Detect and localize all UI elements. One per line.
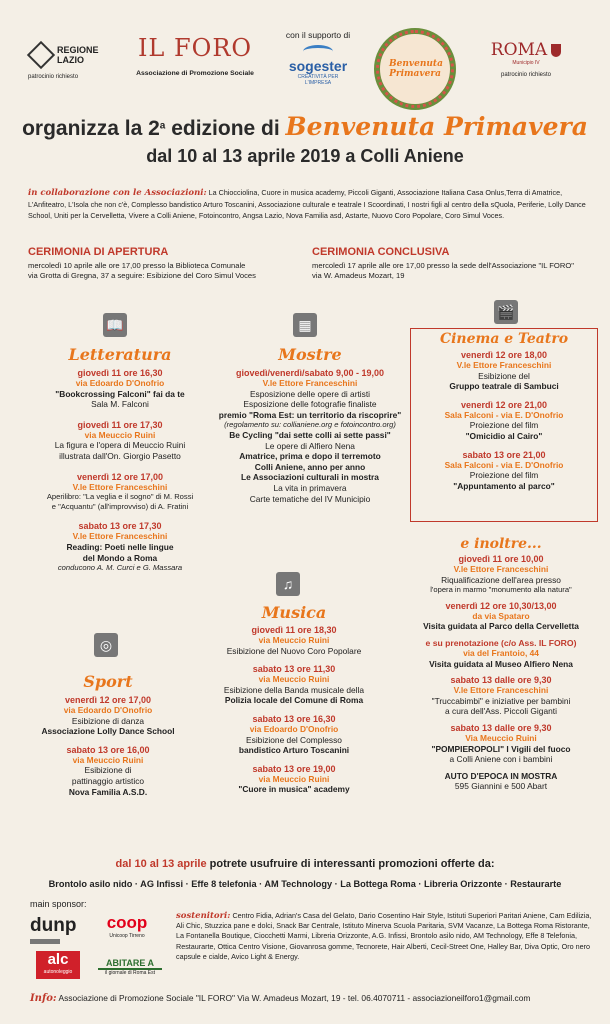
roma-subtitle: Municipio IV <box>512 60 540 66</box>
mostre-line: Carte tematiche del IV Municipio <box>249 493 371 504</box>
mostre-title: Mostre <box>278 345 342 364</box>
in-e6-l2: 595 Giannini e 500 Abart <box>454 781 548 792</box>
in-e5-l1: "POMPIEROPOLI" I Vigili del fuoco <box>431 743 571 754</box>
abitare-sub: il giornale di Roma Est <box>104 970 156 976</box>
info-text: Associazione di Promozione Sociale "IL FORO" Via W. Amadeus Mozart, 19 - tel. 06.4070711 - associazioneilforo1@gmail.com <box>58 993 531 1003</box>
collab-text: La Chiocciolina, Cuore in musica academy, Piccoli Giganti, Associazione Italiana Casa Onlus,Terra di Amatrice, L'Anfiteatro, L'Isola che non c'è, Complesso bandistico Arturo Toscanini, Associazione culturale e teatrale I Scoordinati, I nostri figli al centro della sQuola, Periferie, Lolly Dance School, Uniti per la Cervelletta, Vivere a Colli Aniene, Fotoincontro, Angsa Lazio, Nova Familia asd, Astarte, Nuovo Coro Popolare, Coro Simul Voces. <box>28 188 586 220</box>
supporters-text: Centro Fidia, Adrian's Casa del Gelato, Dario Cosentino Hair Style, Istituti Superiori Paritari Aniene, Cam Edilizia, Ali Chic, Stuzzica pane e dolci, Snack Bar Centrale, Istituto Minerva Scuola Paritaria, SVM Vacanze, La Bottega Roma Ristorante, La Fontanella Boutique, Ciocchetti Marmi, Libreria Orizzonte, A.G. Infissi, Brontolo asilo nido, AM Technology, Effe 8 Telefonia, Restaurarte, Ottica Centro Visione, Giovanrosa gomme, Tecnorete, Hair Alberti, Cecil-Street One, Halley Bar, Diva Optic, Oro nero capsule e cialde, Avico Light & Energy. <box>176 911 592 961</box>
in-e2-time: venerdì 12 ore 10,30/13,00 <box>445 600 557 611</box>
film-icon: 🎬 <box>494 300 518 324</box>
inoltre-title: e inoltre... <box>460 536 542 552</box>
title-dates: dal 10 al 13 aprile 2019 a Colli Aniene <box>146 146 464 166</box>
lett-e2-l2: illustrata dall'On. Giorgio Pasetto <box>59 450 181 461</box>
opening-title: CERIMONIA DI APERTURA <box>28 246 169 258</box>
in-e5-place: Via Meuccio Ruini <box>465 732 537 743</box>
coop-logo <box>104 913 150 939</box>
cin-e1-l2: Gruppo teatrale di Sambuci <box>449 381 559 392</box>
collaboration-block <box>28 187 586 221</box>
title-event: Benvenuta Primavera <box>285 112 588 141</box>
supporters-label: sostenitori: <box>176 911 231 921</box>
logo-il-foro <box>130 34 260 94</box>
logo-regione-lazio <box>28 42 120 84</box>
book-icon: 📖 <box>103 313 127 337</box>
lett-e1-l1: "Bookcrossing Falconi" fai da te <box>55 388 185 399</box>
alc-logo <box>36 951 80 979</box>
mu-e2-time: sabato 13 ore 11,30 <box>252 664 336 675</box>
lett-e1-time: giovedì 11 ore 16,30 <box>77 368 163 378</box>
abitare-text: ABITARE A <box>98 958 162 970</box>
in-e5-time: sabato 13 dalle ore 9,30 <box>450 722 552 733</box>
foro-name: IL FORO <box>137 34 253 62</box>
cin-e2-time: venerdì 12 ore 21,00 <box>460 399 548 410</box>
mostre-time: giovedì/venerdì/sabato 9,00 - 19,00 <box>235 368 385 378</box>
sogester-name: sogester <box>288 58 348 74</box>
lett-e3-time: venerdì 12 ore 17,00 <box>76 471 164 482</box>
lett-e4-l3: conducono A. M. Curci e G. Massara <box>57 563 183 573</box>
info-line <box>30 993 600 1004</box>
sogester-wave-icon <box>303 45 333 58</box>
title-middle: edizione di <box>165 117 286 140</box>
mostre-line: Be Cycling "dai sette colli ai sette passi" <box>229 429 391 440</box>
lett-e2-time: giovedì 11 ore 17,30 <box>77 419 163 430</box>
title-sup: a <box>159 120 166 132</box>
lett-e3-place: V.le Ettore Franceschini <box>72 481 168 492</box>
sp-e1-l2: Associazione Lolly Dance School <box>41 726 175 737</box>
mostre-line: Colli Aniene, anno per anno <box>254 461 366 472</box>
support-label: con il supporto di <box>285 30 351 40</box>
in-e1-l1: Riqualificazione dell'area presso <box>441 574 561 585</box>
title-prefix: organizza la 2 <box>22 117 160 140</box>
in-e1-place: V.le Ettore Franceschini <box>453 564 549 574</box>
in-e1-l2: l'opera in marmo "monumento alla natura" <box>430 585 572 595</box>
regione-mark-icon <box>27 41 55 69</box>
promo-text: potrete usufruire di interessanti promozioni offerte da: <box>206 858 495 870</box>
mu-e3-time: sabato 13 ore 16,30 <box>252 713 336 724</box>
info-label: Info: <box>30 993 57 1004</box>
in-e4-time: sabato 13 dalle ore 9,30 <box>450 675 552 686</box>
in-e3-place: via del Frantoio, 44 <box>463 647 539 658</box>
cin-e3-l2: "Appuntamento al parco" <box>453 480 555 491</box>
cinema-title: Cinema e Teatro <box>439 331 569 347</box>
benvenuta-badge <box>374 28 456 110</box>
sp-e2-time: sabato 13 ore 16,00 <box>66 744 150 755</box>
dunp-logo <box>30 915 76 944</box>
supporters-block <box>176 911 592 962</box>
mu-e3-place: via Edoardo D'Onofrio <box>249 723 339 734</box>
sp-e1-place: via Edoardo D'Onofrio <box>63 705 153 715</box>
lett-e1-place: via Edoardo D'Onofrio <box>75 378 165 388</box>
badge-text: Benvenuta Primavera <box>389 59 443 79</box>
olympic-rings-icon: ◎ <box>94 633 118 657</box>
in-e3-time: e su prenotazione (c/o Ass. IL FORO) <box>425 637 577 648</box>
lett-e2-l1: La figura e l'opera di Meuccio Ruini <box>54 440 186 451</box>
lett-e4-time: sabato 13 ore 17,30 <box>78 521 162 532</box>
cinema-section <box>410 328 598 522</box>
alc-text: alc <box>47 951 69 968</box>
abitare-logo <box>98 958 162 976</box>
opening-line1: mercoledì 10 aprile alle ore 17,00 presso la Biblioteca Comunale <box>28 261 246 270</box>
sp-e1-time: venerdì 12 ore 17,00 <box>64 695 152 705</box>
mostre-line: Amatrice, prima e dopo il terremoto <box>239 451 381 462</box>
in-e3-l1: Visita guidata al Museo Alfiero Nena <box>429 658 573 669</box>
sport-section <box>16 672 200 797</box>
cin-e1-time: venerdì 12 ore 18,00 <box>460 350 548 360</box>
sport-title: Sport <box>83 672 133 691</box>
in-e5-l2: a Colli Aniene con i bambini <box>449 754 553 765</box>
collab-label: in collaborazione con le Associazioni: <box>28 188 207 198</box>
mostre-line: premio "Roma Est: un territorio da riscoprire" <box>218 409 402 420</box>
mostre-line: Le opere di Alfiero Nena <box>265 440 355 451</box>
lett-e4-l2: del Mondo a Roma <box>82 552 158 563</box>
promo-line <box>0 858 610 870</box>
closing-line2: via W. Amadeus Mozart, 19 <box>312 270 405 280</box>
mu-e2-place: via Meuccio Ruini <box>258 674 330 685</box>
sp-e1-l1: Esibizione di danza <box>71 715 145 726</box>
cin-e3-time: sabato 13 ore 21,00 <box>462 449 546 460</box>
lett-e3-l2: e "Acquantu" (all'improvviso) di A. Fratini <box>51 501 189 511</box>
lett-e4-l1: Reading: Poeti nelle lingue <box>66 541 174 552</box>
cin-e1-l1: Esibizione del <box>478 370 530 381</box>
in-e1-time: giovedì 11 ore 10,00 <box>458 554 544 564</box>
sp-e2-l1: Esibizione di <box>84 765 132 776</box>
cin-e3-place: Sala Falconi - via E. D'Onofrio <box>444 459 564 470</box>
mostre-line: (regolamento su: collianiene.org e fotoincontro.org) <box>224 420 396 430</box>
promo-list: Brontolo asilo nido · AG Infissi · Effe 8 telefonia · AM Technology · La Bottega Roma · Libreria Orizzonte · Restaurarte <box>48 879 562 889</box>
logo-roma <box>476 40 576 90</box>
musica-section <box>196 603 392 795</box>
letteratura-section <box>20 345 220 573</box>
promo-dates: dal 10 al 13 aprile <box>115 858 207 870</box>
alc-sub: autonoleggio <box>43 969 73 975</box>
in-e2-place: da via Spataro <box>472 610 530 621</box>
lett-e4-place: V.le Ettore Franceschini <box>72 531 168 542</box>
wreath-icon <box>376 30 454 108</box>
roma-crest-icon <box>551 44 561 57</box>
in-e4-l2: a cura dell'Ass. Piccoli Giganti <box>445 706 557 717</box>
regione-name: REGIONE LAZIO <box>57 45 99 65</box>
dunp-house-icon <box>30 939 60 944</box>
main-sponsor-label: main sponsor: <box>30 899 87 909</box>
mostre-line: Esposizione delle fotografie finaliste <box>243 399 377 410</box>
cin-e2-place: Sala Falconi - via E. D'Onofrio <box>444 409 564 420</box>
in-e2-l1: Visita guidata al Parco della Cervelletta <box>423 621 579 632</box>
coop-sub: Unicoop Tirreno <box>109 933 145 939</box>
mostre-section <box>212 345 408 504</box>
main-title <box>0 112 610 141</box>
regione-note: patrocinio richiesto <box>28 74 79 80</box>
foro-subtitle: Associazione di Promozione Sociale <box>136 70 254 77</box>
mu-e2-l1: Esibizione della Banda musicale della <box>223 684 365 695</box>
closing-line1: mercoledì 17 aprile alle ore 17,00 presso la sede dell'Associazione "IL FORO" <box>312 261 574 270</box>
mu-e1-l1: Esibizione del Nuovo Coro Popolare <box>226 645 362 656</box>
mostre-place: V.le Ettore Franceschini <box>262 378 358 388</box>
roma-name: ROMA <box>490 40 548 60</box>
mu-e1-place: via Meuccio Ruini <box>258 635 330 645</box>
sp-e2-l2: pattinaggio artistico <box>71 775 145 786</box>
cin-e2-l2: "Omicidio al Cairo" <box>465 430 543 441</box>
cin-e1-place: V.le Ettore Franceschini <box>456 360 552 370</box>
mu-e1-time: giovedì 11 ore 18,30 <box>251 625 337 635</box>
sp-e2-l3: Nova Familia A.S.D. <box>68 786 148 797</box>
closing-ceremony <box>312 246 602 280</box>
opening-line2: via Grotta di Gregna, 37 a seguire: Esibizione del Coro Simul Voces <box>28 270 256 280</box>
music-note-icon: ♫ <box>276 572 300 596</box>
mu-e4-time: sabato 13 ore 19,00 <box>252 763 336 774</box>
mostre-line: La vita in primavera <box>273 482 347 493</box>
letteratura-title: Letteratura <box>68 345 172 364</box>
cin-e3-l1: Proiezione del film <box>469 470 539 481</box>
in-e4-place: V.le Ettore Franceschini <box>453 685 549 696</box>
sp-e2-place: via Meuccio Ruini <box>72 754 144 765</box>
closing-title: CERIMONIA CONCLUSIVA <box>312 246 450 258</box>
mostre-line: Le Associazioni culturali in mostra <box>241 472 379 483</box>
lett-e2-place: via Meuccio Ruini <box>84 429 156 440</box>
musica-title: Musica <box>261 603 327 622</box>
sogester-subtitle: CREATIVITÀ PER L'IMPRESA <box>297 74 339 86</box>
cin-e2-l1: Proiezione del film <box>469 420 539 431</box>
in-e4-l1: "Truccabimbi" e iniziative per bambini <box>431 695 571 706</box>
roma-note: patrocinio richiesto <box>500 72 552 78</box>
mu-e3-l2: bandistico Arturo Toscanini <box>238 745 350 756</box>
opening-ceremony <box>28 246 318 280</box>
mu-e4-l1: "Cuore in musica" academy <box>238 784 350 795</box>
mu-e2-l2: Polizia locale del Comune di Roma <box>224 695 364 706</box>
lett-e3-l1: Aperilibro: "La veglia e il sogno" di M. Rossi <box>46 492 194 502</box>
lett-e1-l2: Sala M. Falconi <box>91 399 149 410</box>
in-e6-l1: AUTO D'EPOCA IN MOSTRA <box>444 770 558 781</box>
mu-e3-l1: Esibizione del Complesso <box>246 734 342 745</box>
mu-e4-place: via Meuccio Ruini <box>258 773 330 784</box>
mostre-line: Esposizione delle opere di artisti <box>249 388 371 399</box>
coop-text: coop <box>106 913 148 932</box>
dunp-text: dunp <box>30 915 77 936</box>
inoltre-section <box>398 536 604 792</box>
exhibition-icon: ▦ <box>293 313 317 337</box>
logo-sogester <box>268 30 368 100</box>
